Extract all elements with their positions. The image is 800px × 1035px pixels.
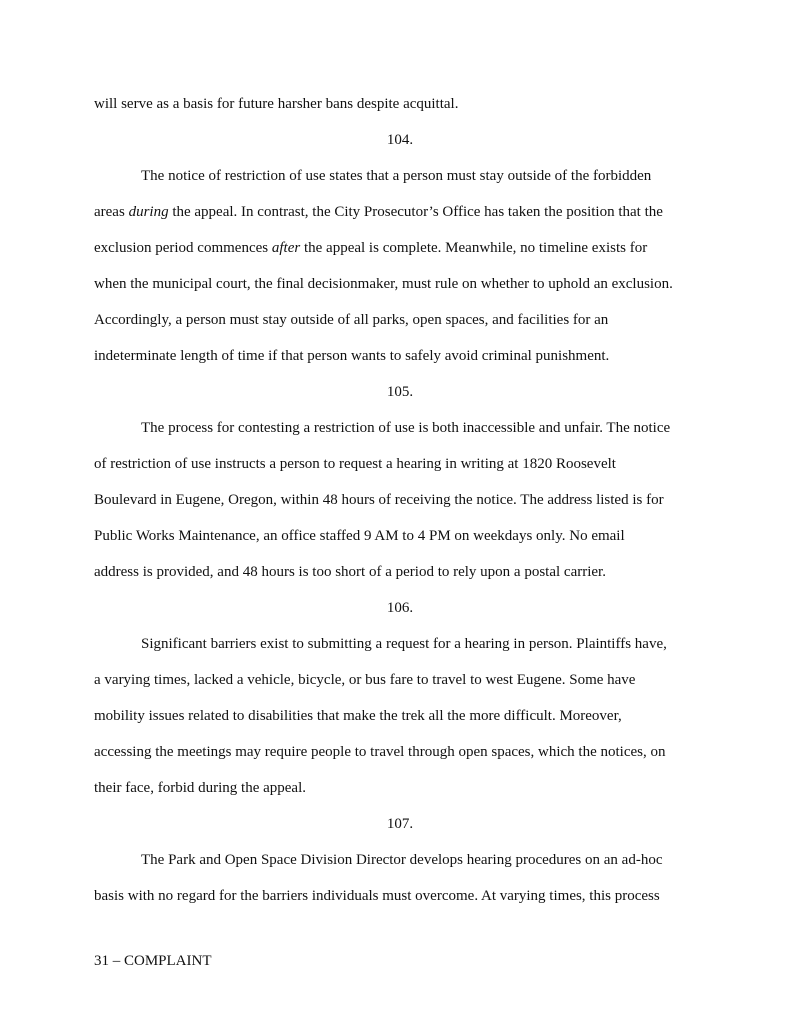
body-text-line: The notice of restriction of use states that a person must stay outside of the forbidden — [141, 168, 652, 184]
body-text-line: address is provided, and 48 hours is too short of a period to rely upon a postal carrier. — [94, 564, 606, 580]
body-text-line: Accordingly, a person must stay outside of all parks, open spaces, and facilities for an — [94, 312, 609, 328]
body-text-line: Boulevard in Eugene, Oregon, within 48 hours of receiving the notice. The address listed is for — [94, 492, 664, 508]
paragraph-number: 107. — [386, 816, 414, 832]
body-text-line: exclusion period commences after the appeal is complete. Meanwhile, no timeline exists for — [94, 240, 648, 256]
page-footer: 31 – COMPLAINT — [94, 953, 212, 969]
body-text-line: indeterminate length of time if that person wants to safely avoid criminal punishment. — [94, 348, 610, 364]
body-text-line: when the municipal court, the final decisionmaker, must rule on whether to uphold an exclusion. — [94, 276, 673, 292]
body-text-line: their face, forbid during the appeal. — [94, 780, 306, 796]
emphasis-text: during — [128, 204, 169, 220]
paragraph-number: 104. — [386, 132, 414, 148]
body-text-line: a varying times, lacked a vehicle, bicycle, or bus fare to travel to west Eugene. Some have — [94, 672, 636, 688]
body-text-line: Significant barriers exist to submitting a request for a hearing in person. Plaintiffs have, — [141, 636, 667, 652]
body-text-line: The Park and Open Space Division Director develops hearing procedures on an ad-hoc — [141, 852, 663, 868]
body-text-line: The process for contesting a restriction of use is both inaccessible and unfair. The notice — [141, 420, 671, 436]
body-text-line: basis with no regard for the barriers individuals must overcome. At varying times, this process — [94, 888, 660, 904]
paragraph-number: 105. — [386, 384, 414, 400]
body-text-line: mobility issues related to disabilities that make the trek all the more difficult. Moreover, — [94, 708, 622, 724]
emphasis-text: after — [271, 240, 301, 256]
body-text-line: of restriction of use instructs a person to request a hearing in writing at 1820 Roosevelt — [94, 456, 616, 472]
body-text-line: will serve as a basis for future harsher bans despite acquittal. — [94, 96, 459, 112]
body-text-line: Public Works Maintenance, an office staffed 9 AM to 4 PM on weekdays only. No email — [94, 528, 625, 544]
body-text-line: areas during the appeal. In contrast, the City Prosecutor’s Office has taken the position that the — [94, 204, 663, 220]
body-text-line: accessing the meetings may require people to travel through open spaces, which the notices, on — [94, 744, 666, 760]
paragraph-number: 106. — [386, 600, 414, 616]
